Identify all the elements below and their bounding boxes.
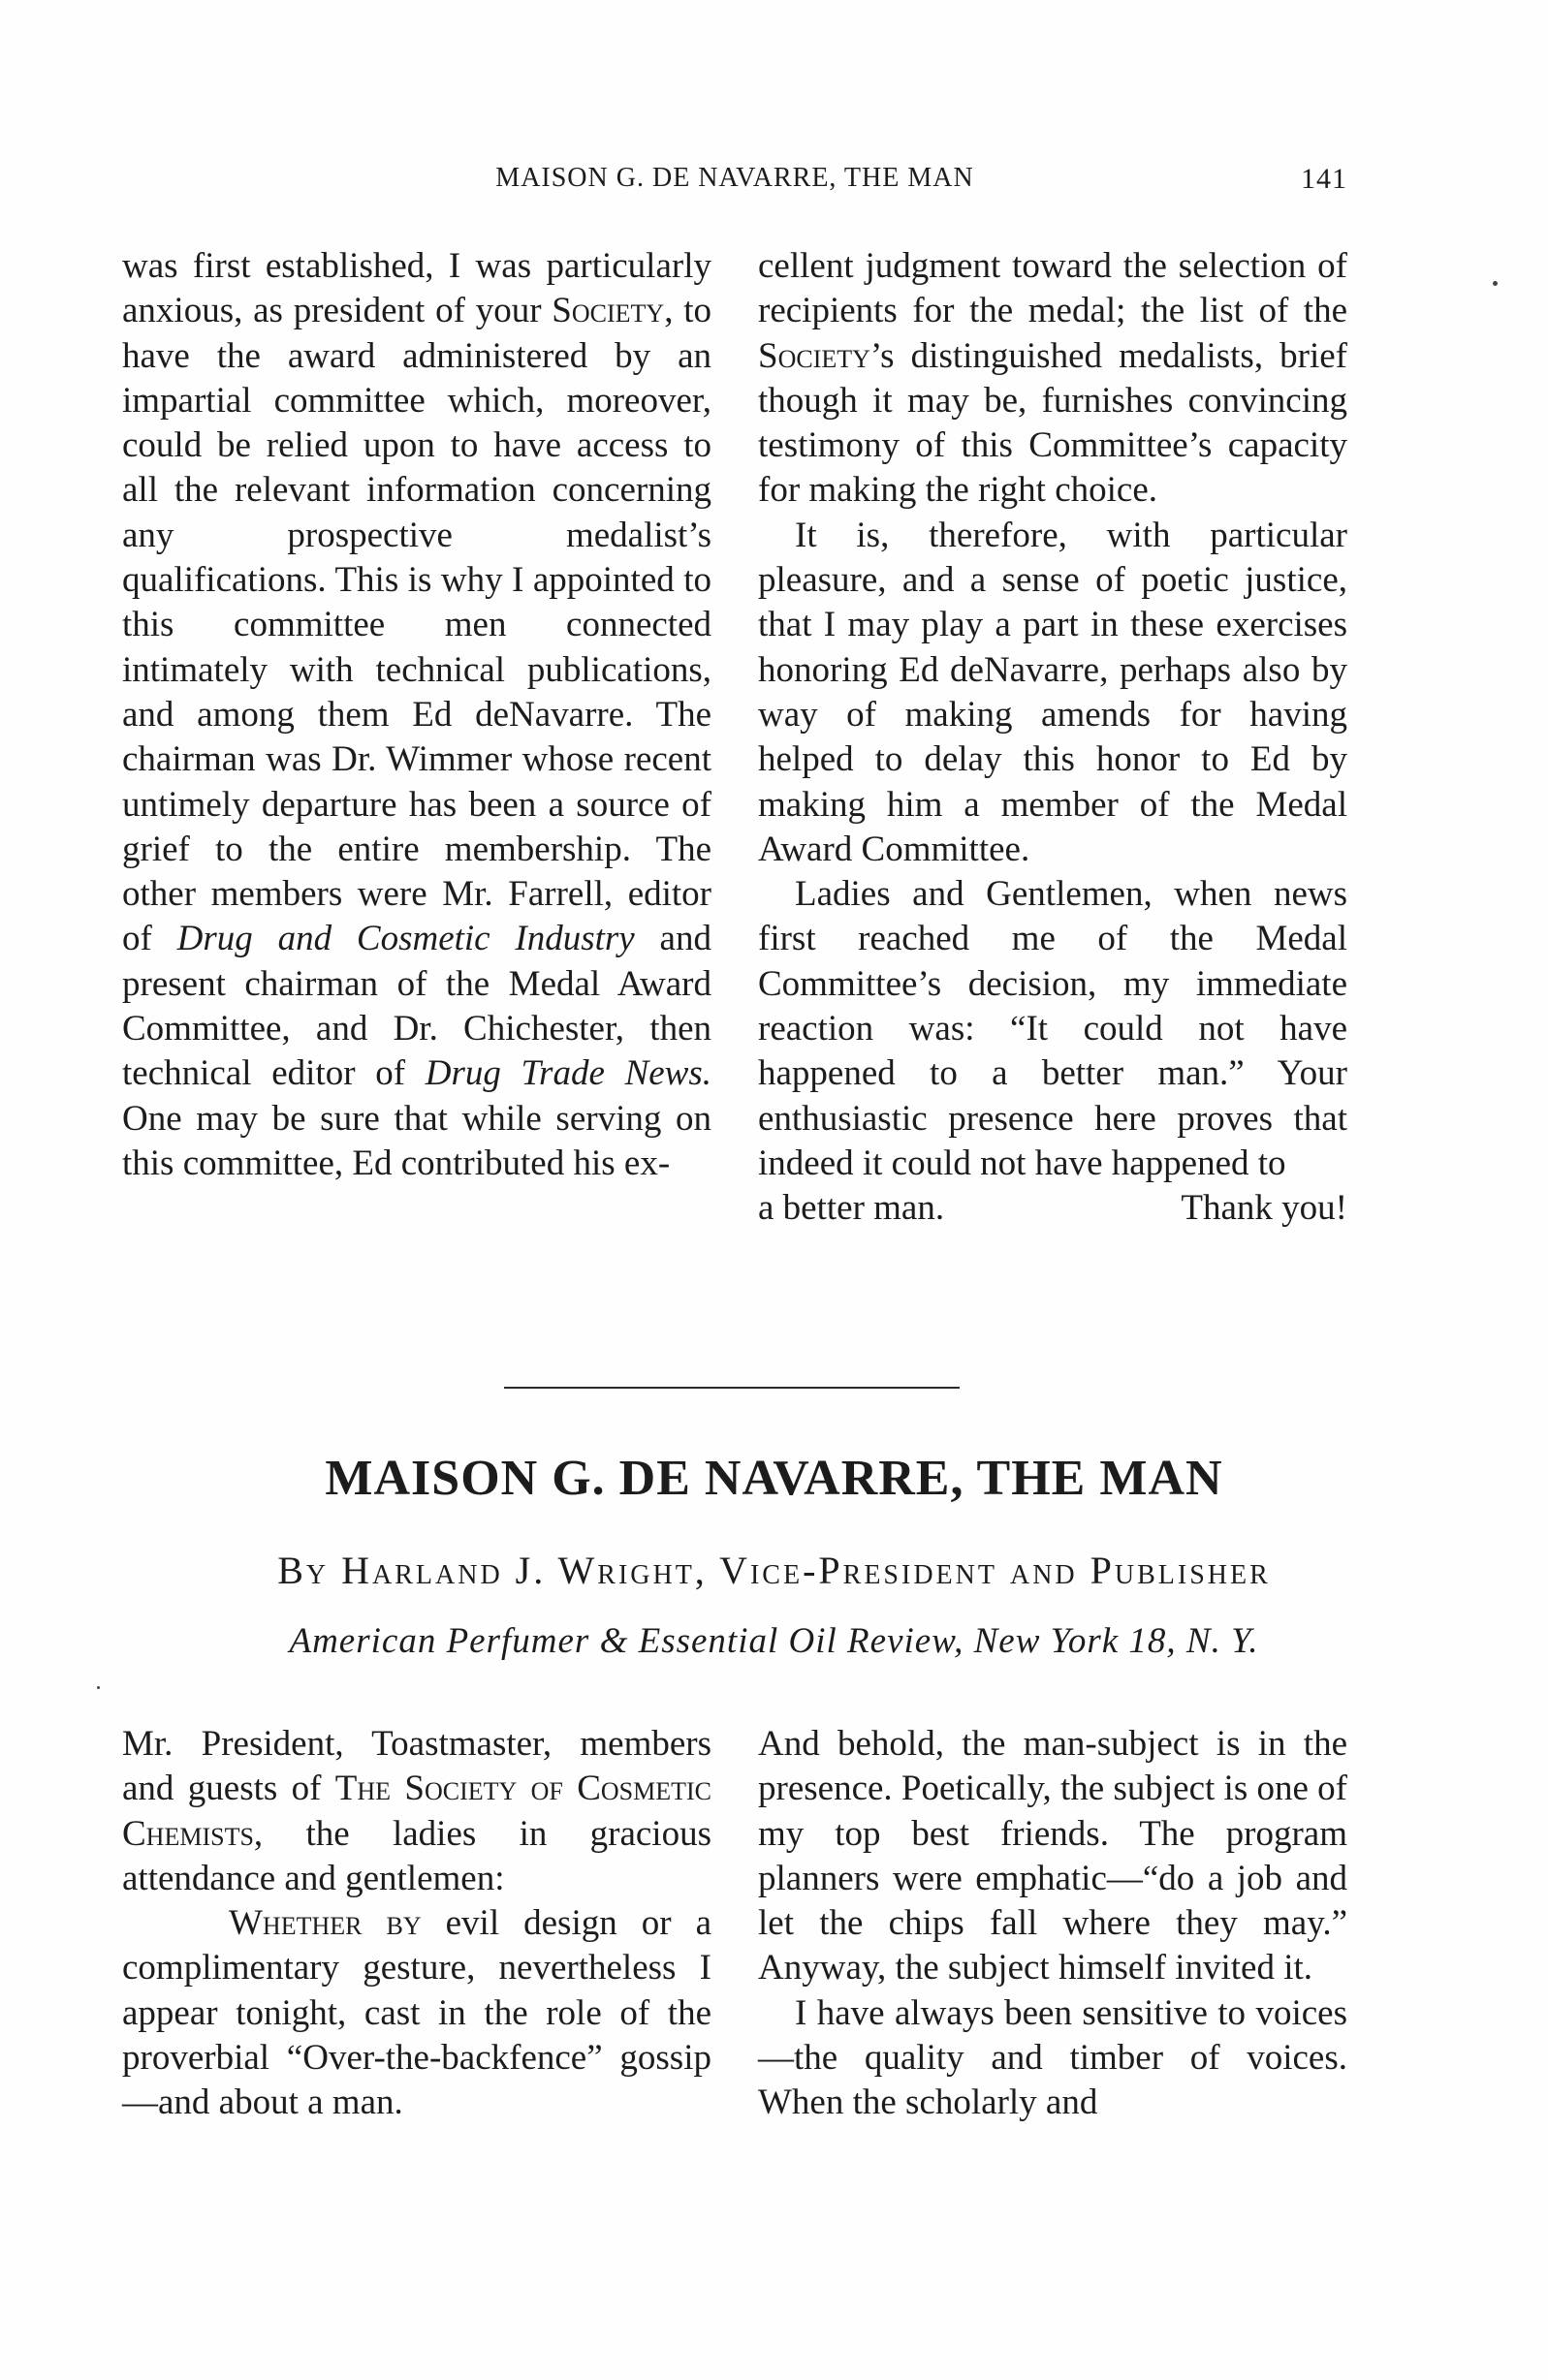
paragraph: Mr. President, Toastmaster, members and guests of The Society of Cosmetic Chemists, the ladies in gracious attendance and gentlemen: xyxy=(122,1724,711,1898)
running-title: MAISON G. DE NAVARRE, THE MAN xyxy=(495,163,974,193)
paragraph: It is, therefore, with particular pleasure, and a sense of poetic justice, that I may play a part in these exercises honoring Ed deNavarre, perhaps also by way of making amends for having helped to delay this honor to Ed by making him a member of the Medal Award Committee. xyxy=(758,515,1347,869)
section-divider xyxy=(504,1387,960,1389)
paragraph: Whether by evil design or a complimentary gesture, nevertheless I appear tonight, cast in the role of the proverbial “Over-the-backfence” gossip—and about a man. xyxy=(122,1903,711,2123)
organization-name: The Society of Cosmetic Chemists xyxy=(122,1769,711,1854)
thank-you: Thank you! xyxy=(1181,1188,1347,1229)
journal-title: Drug Trade News. xyxy=(425,1053,711,1094)
journal-title: Drug and Cosmetic Industry xyxy=(176,919,635,959)
page-number: 141 xyxy=(1301,163,1347,195)
paragraph: cellent judgment toward the selection of recipients for the medal; the list of the Society’s distinguished medalists, brief though it may be, furnishes convincing testimony of this Committee’s capacity for making the right choice. xyxy=(758,246,1347,511)
bottom-left-column xyxy=(122,1722,711,2126)
top-left-column xyxy=(122,244,711,1186)
scan-speck xyxy=(1493,281,1498,286)
lead-in: Whether by xyxy=(229,1903,422,1944)
paragraph: was first established, I was particularly anxious, as president of your Society, to have the award administered by an impartial committee which, moreover, could be relied upon to have access to all the relevant information concerning any prospective medalist’s qualifications. This is why I appointed to this committee men connected intimately with technical publications, and among them Ed deNavarre. The chairman was Dr. Wimmer whose recent untimely departure has been a source of grief to the entire membership. The other members were Mr. Farrell, editor of Drug and Cosmetic Industry and present chairman of the Medal Award Committee, and Dr. Chichester, then technical editor of Drug Trade News. One may be sure that while serving on this committee, Ed contributed his ex- xyxy=(122,246,711,1183)
society-name: Society xyxy=(552,291,665,331)
running-header xyxy=(122,163,1347,202)
byline: By Harland J. Wright, Vice-President and Publisher xyxy=(277,1549,1271,1592)
affiliation: American Perfumer & Essential Oil Review, New York 18, N. Y. xyxy=(289,1621,1259,1661)
closing-line: a better man. Thank you! xyxy=(758,1186,1347,1231)
top-right-column xyxy=(758,244,1347,1232)
scan-speck xyxy=(97,1686,100,1689)
bottom-right-column xyxy=(758,1722,1347,2126)
paragraph: Ladies and Gentlemen, when news first reached me of the Medal Committee’s decision, my immediate reaction was: “It could not have happened to a better man.” Your enthusiastic presence here proves that indeed it could not have happened to xyxy=(758,874,1347,1183)
society-name: Society xyxy=(758,335,870,376)
paragraph: I have always been sensitive to voices—the quality and timber of voices. When the scholarly and xyxy=(758,1992,1347,2123)
paragraph: And behold, the man-subject is in the presence. Poetically, the subject is one of my top best friends. The program planners were emphatic—“do a job and let the chips fall where they may.” Anyway, the subject himself invited it. xyxy=(758,1724,1347,1989)
article-title: MAISON G. DE NAVARRE, THE MAN xyxy=(325,1451,1223,1506)
